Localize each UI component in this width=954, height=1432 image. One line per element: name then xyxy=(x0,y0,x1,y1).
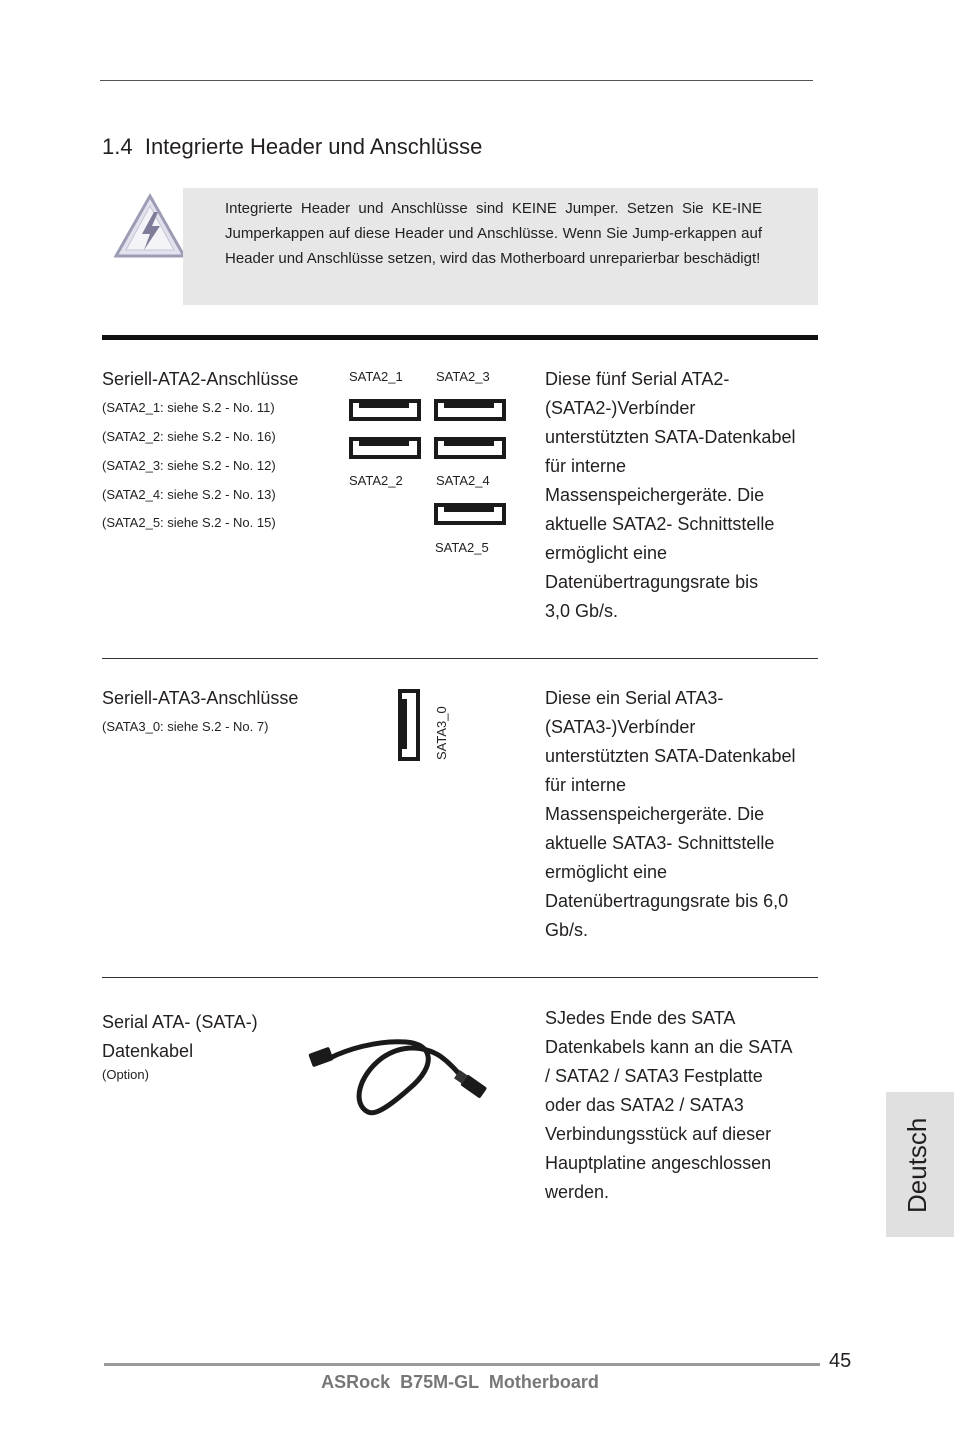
warning-text: Integrierte Header und Anschlüsse sind KEINE Jumper. Setzen Sie KE-INE Jumperkappen auf diese Header und Anschlüsse. Wenn Sie Jump-erkappen auf Header und Anschlüsse setzen, wird das Motherboard unreparierbar beschädigt! xyxy=(225,200,762,267)
sata2-ref-5: (SATA2_5: siehe S.2 - No. 15) xyxy=(102,515,276,530)
sata2-desc-line: Massenspeichergeräte. Die xyxy=(545,485,765,505)
sata2-3-connector xyxy=(434,399,506,421)
sata2-3-label: SATA2_3 xyxy=(436,369,490,384)
cable-title xyxy=(102,1008,258,1066)
cable-desc-line: Verbindungsstück auf dieser xyxy=(545,1124,772,1144)
section-title-text: Integrierte Header und Anschlüsse xyxy=(144,134,483,159)
cable-desc-line: Hauptplatine angeschlossen xyxy=(545,1153,772,1173)
cable-title-line: Serial ATA- (SATA-) xyxy=(102,1012,258,1032)
sata2-title: Seriell-ATA2-Anschlüsse xyxy=(102,369,299,389)
sata2-desc-line: für interne xyxy=(545,456,627,476)
sata3-0-label: SATA3_0 xyxy=(434,706,449,760)
cable-desc-line: / SATA2 / SATA3 Festplatte xyxy=(545,1066,763,1086)
cable-desc-line: Datenkabels kann an die SATA xyxy=(545,1037,793,1057)
sata-cable-image xyxy=(306,1032,492,1124)
cable-title-line: Datenkabel xyxy=(102,1041,194,1061)
sata3-desc-line: aktuelle SATA3- Schnittstelle xyxy=(545,833,775,853)
footer-rule xyxy=(104,1363,820,1366)
sata2-desc-line: unterstützten SATA-Datenkabel xyxy=(545,427,796,447)
sata2-desc-line: Datenübertragungsrate bis xyxy=(545,572,759,592)
sata3-0-connector xyxy=(398,689,420,761)
cable-option: (Option) xyxy=(102,1067,149,1082)
section-number: 1.4 xyxy=(102,134,133,159)
sata2-ref-3: (SATA2_3: siehe S.2 - No. 12) xyxy=(102,458,276,473)
sata3-ref: (SATA3_0: siehe S.2 - No. 7) xyxy=(102,719,269,734)
language-tab-label: Deutsch xyxy=(902,1117,932,1213)
warning-triangle-icon xyxy=(114,192,188,262)
sata2-desc-line: (SATA2-)Verbínder xyxy=(545,398,696,418)
sata2-desc-line: ermöglicht eine xyxy=(545,543,668,563)
sata3-desc-line: Gb/s. xyxy=(545,920,589,940)
sata3-title: Seriell-ATA3-Anschlüsse xyxy=(102,688,299,708)
sata2-4-label: SATA2_4 xyxy=(436,473,490,488)
sata2-ref-2: (SATA2_2: siehe S.2 - No. 16) xyxy=(102,429,276,444)
cable-description xyxy=(545,1004,820,1207)
page-number: 45 xyxy=(829,1350,852,1372)
cable-desc-line: SJedes Ende des SATA xyxy=(545,1008,736,1028)
sata2-2-connector xyxy=(349,437,421,459)
section-divider xyxy=(102,977,818,978)
sata3-desc-line: Diese ein Serial ATA3- xyxy=(545,688,724,708)
sata3-desc-line: unterstützten SATA-Datenkabel xyxy=(545,746,796,766)
sata2-desc-line: 3,0 Gb/s. xyxy=(545,601,619,621)
sata3-description xyxy=(545,684,820,945)
sata2-desc-line: aktuelle SATA2- Schnittstelle xyxy=(545,514,775,534)
sata3-desc-line: Datenübertragungsrate bis 6,0 xyxy=(545,891,789,911)
cable-desc-line: oder das SATA2 / SATA3 xyxy=(545,1095,744,1115)
section-title xyxy=(102,134,482,160)
section-divider xyxy=(102,658,818,659)
sata3-desc-line: (SATA3-)Verbínder xyxy=(545,717,696,737)
sata2-ref-1: (SATA2_1: siehe S.2 - No. 11) xyxy=(102,400,275,415)
top-rule xyxy=(100,80,813,81)
sata2-1-label: SATA2_1 xyxy=(349,369,403,384)
sata2-ref-4: (SATA2_4: siehe S.2 - No. 13) xyxy=(102,487,276,502)
sata2-desc-line: Diese fünf Serial ATA2- xyxy=(545,369,730,389)
cable-desc-line: werden. xyxy=(545,1182,610,1202)
sata2-description xyxy=(545,365,820,626)
sata2-2-label: SATA2_2 xyxy=(349,473,403,488)
sata2-4-connector xyxy=(434,437,506,459)
sata3-desc-line: für interne xyxy=(545,775,627,795)
sata2-1-connector xyxy=(349,399,421,421)
sata3-desc-line: ermöglicht eine xyxy=(545,862,668,882)
sata2-5-label: SATA2_5 xyxy=(435,540,489,555)
footer-title: ASRock B75M-GL Motherboard xyxy=(321,1372,599,1392)
sata3-desc-line: Massenspeichergeräte. Die xyxy=(545,804,765,824)
table-top-rule xyxy=(102,335,818,340)
sata2-5-connector xyxy=(434,503,506,525)
